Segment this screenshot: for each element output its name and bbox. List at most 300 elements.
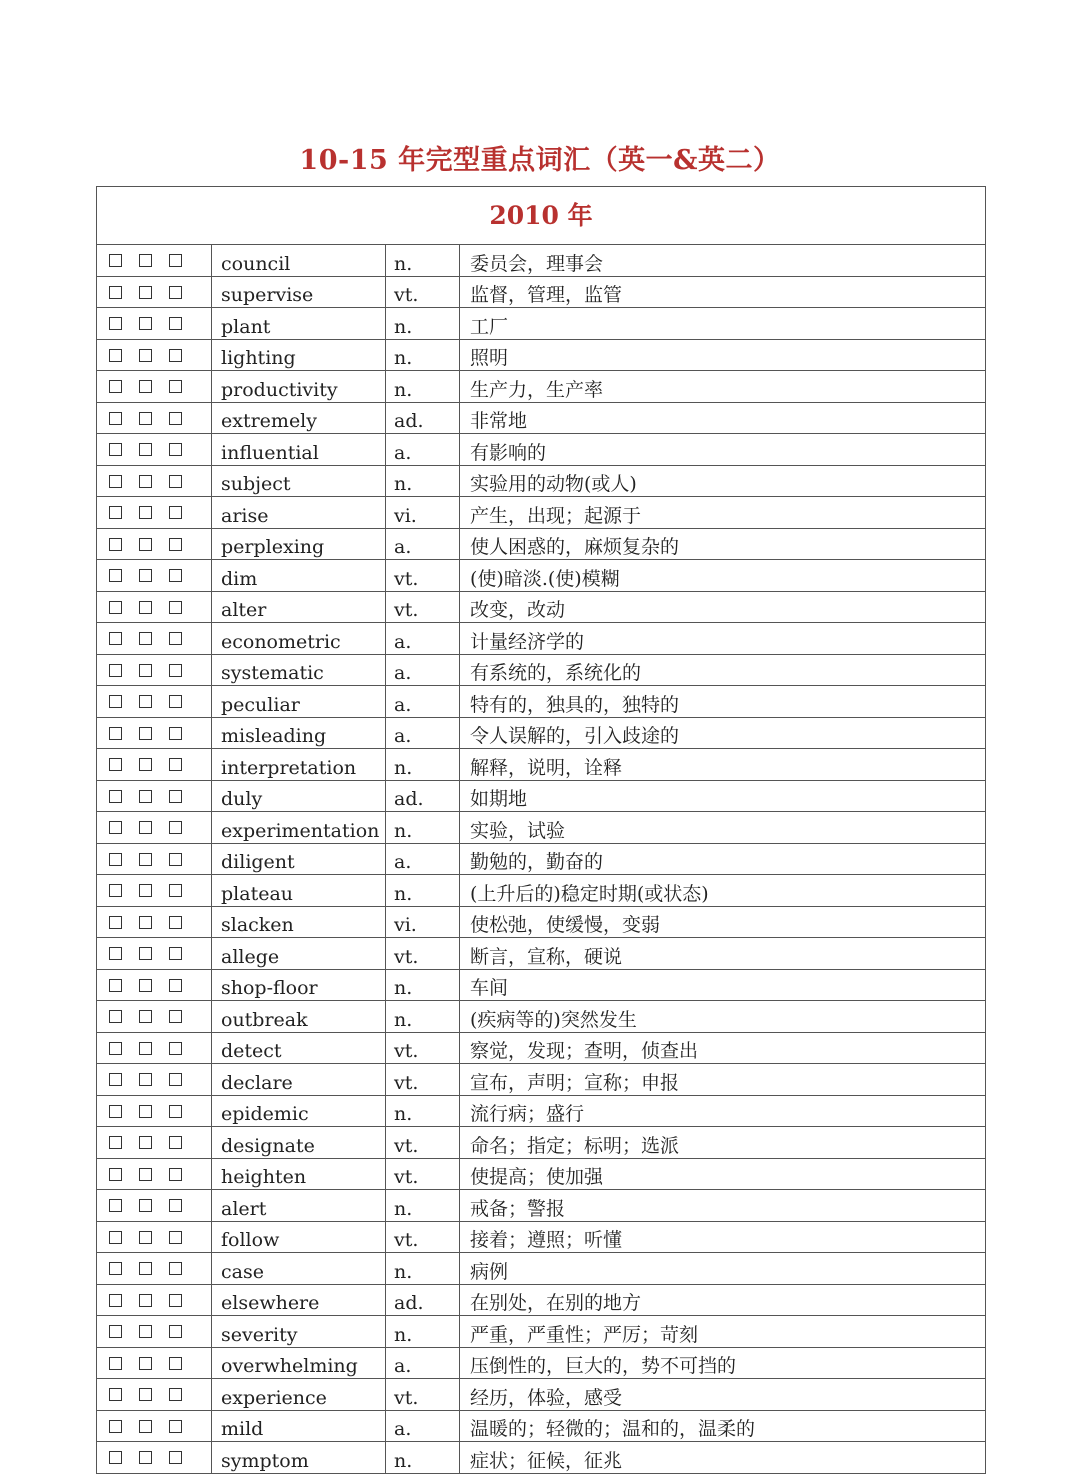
vocab-word: follow	[212, 1221, 386, 1253]
vocab-word: misleading	[212, 717, 386, 749]
review-checkbox-2[interactable]	[139, 349, 152, 362]
review-checkbox-3[interactable]	[169, 1388, 182, 1401]
review-checkbox-3[interactable]	[169, 1010, 182, 1023]
vocab-part-of-speech: vt.	[386, 591, 460, 623]
vocab-row	[97, 906, 986, 938]
review-checkbox-1[interactable]	[109, 1325, 122, 1338]
review-checkbox-1[interactable]	[109, 790, 122, 803]
vocab-word: alert	[212, 1190, 386, 1222]
review-checkboxes	[97, 623, 212, 655]
vocab-part-of-speech: a.	[386, 686, 460, 718]
vocab-part-of-speech: vi.	[386, 497, 460, 529]
vocab-definition: 令人误解的，引入歧途的	[460, 717, 986, 749]
review-checkbox-2[interactable]	[139, 286, 152, 299]
page-title: 10-15 年完型重点词汇（英一&英二）	[299, 145, 781, 176]
review-checkbox-1[interactable]	[109, 853, 122, 866]
vocab-row	[97, 686, 986, 718]
review-checkbox-1[interactable]	[109, 1357, 122, 1370]
vocab-word: peculiar	[212, 686, 386, 718]
review-checkbox-2[interactable]	[139, 538, 152, 551]
review-checkbox-3[interactable]	[169, 1357, 182, 1370]
vocab-part-of-speech: vt.	[386, 1127, 460, 1159]
review-checkbox-3[interactable]	[169, 380, 182, 393]
vocab-definition: 症状；征候，征兆	[460, 1442, 986, 1474]
review-checkbox-1[interactable]	[109, 1199, 122, 1212]
vocab-definition: (疾病等的)突然发生	[460, 1001, 986, 1033]
vocab-table	[96, 186, 986, 1474]
vocab-row	[97, 276, 986, 308]
review-checkbox-3[interactable]	[169, 1073, 182, 1086]
vocab-row	[97, 969, 986, 1001]
vocab-word: extremely	[212, 402, 386, 434]
review-checkbox-1[interactable]	[109, 1451, 122, 1464]
vocab-word: systematic	[212, 654, 386, 686]
vocab-definition: 监督，管理，监管	[460, 276, 986, 308]
vocab-definition: 使松弛，使缓慢，变弱	[460, 906, 986, 938]
review-checkbox-2[interactable]	[139, 1136, 152, 1149]
vocab-row	[97, 1158, 986, 1190]
vocab-word: heighten	[212, 1158, 386, 1190]
review-checkbox-3[interactable]	[169, 443, 182, 456]
vocab-word: mild	[212, 1410, 386, 1442]
vocab-part-of-speech: ad.	[386, 402, 460, 434]
review-checkboxes	[97, 1379, 212, 1411]
vocab-definition: 产生，出现；起源于	[460, 497, 986, 529]
vocab-part-of-speech: n.	[386, 1442, 460, 1474]
vocab-row	[97, 402, 986, 434]
review-checkbox-1[interactable]	[109, 1388, 122, 1401]
review-checkbox-3[interactable]	[169, 821, 182, 834]
review-checkbox-3[interactable]	[169, 1325, 182, 1338]
review-checkbox-2[interactable]	[139, 916, 152, 929]
vocab-part-of-speech: n.	[386, 465, 460, 497]
review-checkbox-2[interactable]	[139, 727, 152, 740]
vocab-row	[97, 749, 986, 781]
vocab-row	[97, 1032, 986, 1064]
vocab-part-of-speech: a.	[386, 843, 460, 875]
vocab-row	[97, 1316, 986, 1348]
review-checkbox-3[interactable]	[169, 1105, 182, 1118]
vocab-row	[97, 1127, 986, 1159]
review-checkboxes	[97, 1347, 212, 1379]
review-checkbox-2[interactable]	[139, 1199, 152, 1212]
review-checkbox-2[interactable]	[139, 758, 152, 771]
vocab-definition: 计量经济学的	[460, 623, 986, 655]
review-checkbox-3[interactable]	[169, 947, 182, 960]
review-checkbox-1[interactable]	[109, 1294, 122, 1307]
review-checkbox-2[interactable]	[139, 632, 152, 645]
vocab-row	[97, 1253, 986, 1285]
vocab-word: alter	[212, 591, 386, 623]
vocab-word: elsewhere	[212, 1284, 386, 1316]
vocab-word: econometric	[212, 623, 386, 655]
vocab-word: perplexing	[212, 528, 386, 560]
vocab-definition: 有系统的，系统化的	[460, 654, 986, 686]
vocab-word: allege	[212, 938, 386, 970]
vocab-word: arise	[212, 497, 386, 529]
review-checkbox-2[interactable]	[139, 1420, 152, 1433]
vocab-part-of-speech: a.	[386, 1347, 460, 1379]
review-checkboxes	[97, 1253, 212, 1285]
review-checkbox-1[interactable]	[109, 317, 122, 330]
vocab-word: experimentation	[212, 812, 386, 844]
vocab-row	[97, 528, 986, 560]
review-checkbox-3[interactable]	[169, 727, 182, 740]
review-checkboxes	[97, 560, 212, 592]
review-checkbox-3[interactable]	[169, 1231, 182, 1244]
vocab-definition: 温暖的；轻微的；温和的，温柔的	[460, 1410, 986, 1442]
review-checkbox-3[interactable]	[169, 979, 182, 992]
vocab-word: subject	[212, 465, 386, 497]
review-checkbox-2[interactable]	[139, 853, 152, 866]
vocab-definition: 察觉，发现；查明，侦查出	[460, 1032, 986, 1064]
vocab-part-of-speech: a.	[386, 717, 460, 749]
review-checkbox-1[interactable]	[109, 569, 122, 582]
review-checkboxes	[97, 528, 212, 560]
vocab-part-of-speech: n.	[386, 749, 460, 781]
vocab-definition: (使)暗淡.(使)模糊	[460, 560, 986, 592]
vocab-row	[97, 245, 986, 277]
review-checkboxes	[97, 749, 212, 781]
review-checkbox-1[interactable]	[109, 443, 122, 456]
vocab-part-of-speech: a.	[386, 434, 460, 466]
review-checkbox-3[interactable]	[169, 632, 182, 645]
review-checkboxes	[97, 339, 212, 371]
review-checkbox-3[interactable]	[169, 853, 182, 866]
review-checkbox-3[interactable]	[169, 254, 182, 267]
review-checkboxes	[97, 875, 212, 907]
review-checkbox-2[interactable]	[139, 317, 152, 330]
review-checkbox-1[interactable]	[109, 349, 122, 362]
vocab-definition: 如期地	[460, 780, 986, 812]
vocab-row	[97, 938, 986, 970]
review-checkboxes	[97, 717, 212, 749]
review-checkbox-2[interactable]	[139, 1073, 152, 1086]
review-checkbox-1[interactable]	[109, 601, 122, 614]
review-checkboxes	[97, 938, 212, 970]
vocab-definition: 委员会，理事会	[460, 245, 986, 277]
review-checkbox-3[interactable]	[169, 601, 182, 614]
review-checkbox-1[interactable]	[109, 947, 122, 960]
review-checkboxes	[97, 1064, 212, 1096]
vocab-word: case	[212, 1253, 386, 1285]
review-checkbox-2[interactable]	[139, 1231, 152, 1244]
vocab-word: diligent	[212, 843, 386, 875]
review-checkbox-1[interactable]	[109, 254, 122, 267]
review-checkbox-3[interactable]	[169, 317, 182, 330]
review-checkboxes	[97, 843, 212, 875]
vocab-row	[97, 812, 986, 844]
review-checkboxes	[97, 245, 212, 277]
vocab-definition: 经历，体验，感受	[460, 1379, 986, 1411]
vocab-word: council	[212, 245, 386, 277]
vocab-definition: 断言，宣称，硬说	[460, 938, 986, 970]
vocab-word: plant	[212, 308, 386, 340]
review-checkbox-3[interactable]	[169, 349, 182, 362]
review-checkbox-3[interactable]	[169, 1294, 182, 1307]
vocab-definition: 命名；指定；标明；选派	[460, 1127, 986, 1159]
review-checkboxes	[97, 1190, 212, 1222]
vocab-row	[97, 1095, 986, 1127]
review-checkboxes	[97, 906, 212, 938]
vocab-row	[97, 1347, 986, 1379]
vocab-row	[97, 497, 986, 529]
review-checkbox-3[interactable]	[169, 916, 182, 929]
review-checkboxes	[97, 969, 212, 1001]
review-checkbox-3[interactable]	[169, 884, 182, 897]
review-checkbox-3[interactable]	[169, 1451, 182, 1464]
vocab-definition: 车间	[460, 969, 986, 1001]
review-checkbox-2[interactable]	[139, 1388, 152, 1401]
review-checkbox-2[interactable]	[139, 506, 152, 519]
vocab-part-of-speech: a.	[386, 654, 460, 686]
vocab-part-of-speech: ad.	[386, 780, 460, 812]
review-checkbox-3[interactable]	[169, 790, 182, 803]
review-checkboxes	[97, 1442, 212, 1474]
review-checkbox-2[interactable]	[139, 790, 152, 803]
review-checkbox-2[interactable]	[139, 412, 152, 425]
review-checkbox-2[interactable]	[139, 1168, 152, 1181]
vocab-row	[97, 371, 986, 403]
review-checkbox-2[interactable]	[139, 443, 152, 456]
vocab-row	[97, 1064, 986, 1096]
review-checkbox-1[interactable]	[109, 1042, 122, 1055]
vocab-row	[97, 560, 986, 592]
review-checkbox-3[interactable]	[169, 506, 182, 519]
vocab-definition: 实验，试验	[460, 812, 986, 844]
review-checkboxes	[97, 654, 212, 686]
vocab-definition: 有影响的	[460, 434, 986, 466]
review-checkbox-2[interactable]	[139, 601, 152, 614]
review-checkbox-1[interactable]	[109, 1420, 122, 1433]
review-checkboxes	[97, 1316, 212, 1348]
review-checkboxes	[97, 1127, 212, 1159]
vocab-part-of-speech: n.	[386, 245, 460, 277]
vocab-definition: 严重，严重性；严厉；苛刻	[460, 1316, 986, 1348]
vocab-definition: 在别处，在别的地方	[460, 1284, 986, 1316]
vocab-definition: 生产力，生产率	[460, 371, 986, 403]
review-checkbox-3[interactable]	[169, 1136, 182, 1149]
vocab-part-of-speech: n.	[386, 308, 460, 340]
review-checkbox-2[interactable]	[139, 1357, 152, 1370]
vocab-row	[97, 1379, 986, 1411]
review-checkbox-1[interactable]	[109, 1262, 122, 1275]
review-checkboxes	[97, 371, 212, 403]
review-checkbox-2[interactable]	[139, 1262, 152, 1275]
review-checkbox-1[interactable]	[109, 1168, 122, 1181]
review-checkbox-2[interactable]	[139, 1325, 152, 1338]
vocab-part-of-speech: n.	[386, 1001, 460, 1033]
vocab-definition: 压倒性的，巨大的，势不可挡的	[460, 1347, 986, 1379]
vocab-part-of-speech: a.	[386, 623, 460, 655]
review-checkbox-1[interactable]	[109, 632, 122, 645]
review-checkbox-3[interactable]	[169, 1420, 182, 1433]
vocab-row	[97, 308, 986, 340]
review-checkbox-3[interactable]	[169, 758, 182, 771]
review-checkbox-1[interactable]	[109, 979, 122, 992]
review-checkboxes	[97, 1284, 212, 1316]
vocab-definition: 特有的，独具的，独特的	[460, 686, 986, 718]
review-checkbox-1[interactable]	[109, 286, 122, 299]
review-checkbox-3[interactable]	[169, 695, 182, 708]
review-checkbox-3[interactable]	[169, 475, 182, 488]
review-checkbox-2[interactable]	[139, 1294, 152, 1307]
review-checkboxes	[97, 1001, 212, 1033]
review-checkbox-2[interactable]	[139, 884, 152, 897]
review-checkbox-3[interactable]	[169, 1168, 182, 1181]
vocab-part-of-speech: vt.	[386, 560, 460, 592]
vocab-definition: 病例	[460, 1253, 986, 1285]
vocab-word: dim	[212, 560, 386, 592]
vocab-word: influential	[212, 434, 386, 466]
vocab-row	[97, 1442, 986, 1474]
vocab-table-body	[97, 187, 986, 1474]
review-checkbox-1[interactable]	[109, 758, 122, 771]
review-checkbox-2[interactable]	[139, 1042, 152, 1055]
vocab-row	[97, 780, 986, 812]
review-checkbox-1[interactable]	[109, 695, 122, 708]
vocab-word: productivity	[212, 371, 386, 403]
review-checkbox-2[interactable]	[139, 1010, 152, 1023]
vocab-definition: 宣布，声明；宣称；申报	[460, 1064, 986, 1096]
review-checkbox-1[interactable]	[109, 727, 122, 740]
vocab-row	[97, 339, 986, 371]
vocab-part-of-speech: ad.	[386, 1284, 460, 1316]
vocab-definition: 接着；遵照；听懂	[460, 1221, 986, 1253]
review-checkboxes	[97, 1410, 212, 1442]
review-checkbox-1[interactable]	[109, 664, 122, 677]
vocab-definition: 使提高；使加强	[460, 1158, 986, 1190]
review-checkbox-1[interactable]	[109, 1136, 122, 1149]
review-checkbox-3[interactable]	[169, 1042, 182, 1055]
vocab-definition: 照明	[460, 339, 986, 371]
review-checkboxes	[97, 497, 212, 529]
vocab-definition: 工厂	[460, 308, 986, 340]
year-heading-row	[97, 187, 986, 245]
review-checkboxes	[97, 276, 212, 308]
review-checkbox-3[interactable]	[169, 664, 182, 677]
review-checkbox-1[interactable]	[109, 1105, 122, 1118]
vocab-word: shop-floor	[212, 969, 386, 1001]
review-checkbox-3[interactable]	[169, 1199, 182, 1212]
review-checkbox-1[interactable]	[109, 1073, 122, 1086]
review-checkbox-1[interactable]	[109, 916, 122, 929]
vocab-word: interpretation	[212, 749, 386, 781]
review-checkboxes	[97, 465, 212, 497]
review-checkbox-1[interactable]	[109, 506, 122, 519]
review-checkbox-2[interactable]	[139, 1105, 152, 1118]
vocab-row	[97, 1284, 986, 1316]
vocab-definition: 解释，说明，诠释	[460, 749, 986, 781]
vocab-part-of-speech: vt.	[386, 938, 460, 970]
review-checkbox-2[interactable]	[139, 695, 152, 708]
vocab-word: duly	[212, 780, 386, 812]
review-checkbox-2[interactable]	[139, 380, 152, 393]
year-heading: 2010 年	[97, 187, 986, 245]
review-checkboxes	[97, 591, 212, 623]
vocab-word: overwhelming	[212, 1347, 386, 1379]
review-checkbox-2[interactable]	[139, 821, 152, 834]
review-checkbox-1[interactable]	[109, 1010, 122, 1023]
vocab-part-of-speech: vt.	[386, 276, 460, 308]
vocab-part-of-speech: vt.	[386, 1379, 460, 1411]
vocab-part-of-speech: n.	[386, 371, 460, 403]
vocab-part-of-speech: n.	[386, 1190, 460, 1222]
vocab-word: lighting	[212, 339, 386, 371]
vocab-word: detect	[212, 1032, 386, 1064]
review-checkbox-1[interactable]	[109, 1231, 122, 1244]
vocab-row	[97, 875, 986, 907]
vocab-word: declare	[212, 1064, 386, 1096]
review-checkboxes	[97, 434, 212, 466]
review-checkbox-2[interactable]	[139, 947, 152, 960]
vocab-row	[97, 591, 986, 623]
vocab-row	[97, 1221, 986, 1253]
vocab-definition: 实验用的动物(或人)	[460, 465, 986, 497]
review-checkboxes	[97, 812, 212, 844]
vocab-part-of-speech: vt.	[386, 1032, 460, 1064]
vocab-part-of-speech: vt.	[386, 1158, 460, 1190]
vocab-word: epidemic	[212, 1095, 386, 1127]
vocab-definition: 非常地	[460, 402, 986, 434]
review-checkbox-3[interactable]	[169, 286, 182, 299]
review-checkbox-1[interactable]	[109, 538, 122, 551]
review-checkbox-2[interactable]	[139, 664, 152, 677]
vocab-row	[97, 1001, 986, 1033]
vocab-definition: 勤勉的，勤奋的	[460, 843, 986, 875]
vocab-part-of-speech: n.	[386, 812, 460, 844]
review-checkbox-2[interactable]	[139, 1451, 152, 1464]
vocab-part-of-speech: n.	[386, 1253, 460, 1285]
vocab-word: supervise	[212, 276, 386, 308]
vocab-word: outbreak	[212, 1001, 386, 1033]
review-checkbox-1[interactable]	[109, 475, 122, 488]
vocab-part-of-speech: n.	[386, 1316, 460, 1348]
review-checkbox-3[interactable]	[169, 1262, 182, 1275]
vocab-row	[97, 1190, 986, 1222]
review-checkbox-3[interactable]	[169, 412, 182, 425]
review-checkbox-1[interactable]	[109, 884, 122, 897]
review-checkbox-1[interactable]	[109, 821, 122, 834]
vocab-part-of-speech: n.	[386, 339, 460, 371]
vocab-definition: 改变，改动	[460, 591, 986, 623]
vocab-row	[97, 654, 986, 686]
review-checkboxes	[97, 1095, 212, 1127]
review-checkbox-2[interactable]	[139, 254, 152, 267]
vocab-row	[97, 465, 986, 497]
vocab-definition: 使人困惑的，麻烦复杂的	[460, 528, 986, 560]
vocab-row	[97, 717, 986, 749]
vocab-part-of-speech: n.	[386, 1095, 460, 1127]
review-checkbox-3[interactable]	[169, 538, 182, 551]
vocab-part-of-speech: n.	[386, 875, 460, 907]
vocab-part-of-speech: vt.	[386, 1064, 460, 1096]
vocab-word: designate	[212, 1127, 386, 1159]
review-checkbox-2[interactable]	[139, 569, 152, 582]
vocab-part-of-speech: a.	[386, 1410, 460, 1442]
vocab-part-of-speech: vi.	[386, 906, 460, 938]
review-checkbox-2[interactable]	[139, 979, 152, 992]
vocab-word: experience	[212, 1379, 386, 1411]
review-checkbox-1[interactable]	[109, 412, 122, 425]
vocab-definition: 戒备；警报	[460, 1190, 986, 1222]
review-checkbox-1[interactable]	[109, 380, 122, 393]
vocab-part-of-speech: vt.	[386, 1221, 460, 1253]
review-checkboxes	[97, 780, 212, 812]
vocab-row	[97, 1410, 986, 1442]
review-checkbox-3[interactable]	[169, 569, 182, 582]
review-checkbox-2[interactable]	[139, 475, 152, 488]
